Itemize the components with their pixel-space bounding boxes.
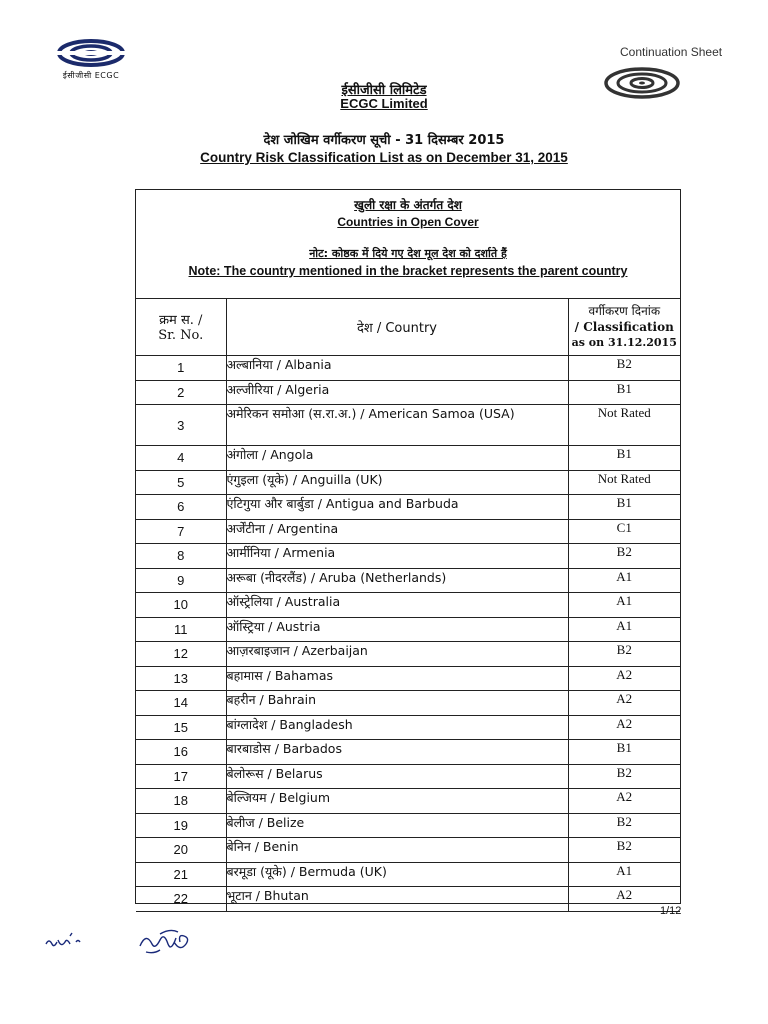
row-sr-no: 19: [136, 813, 226, 838]
table-row: [136, 789, 680, 814]
row-country: बेलोरूस / Belarus: [226, 764, 568, 789]
section-title-english: Countries in Open Cover: [337, 215, 479, 229]
row-sr-no: 4: [136, 446, 226, 471]
col-header-classification: [568, 298, 680, 356]
handwritten-signature: [134, 924, 194, 958]
table-row: [136, 666, 680, 691]
col-header-class-english: / Classification: [574, 319, 674, 334]
table-row: [136, 405, 680, 446]
note-hindi: नोट: कोष्ठक में दिये गए देश मूल देश को दर्शाते हैं: [309, 247, 507, 260]
table-row: [136, 862, 680, 887]
title-english: Country Risk Classification List as on December 31, 2015: [200, 150, 568, 165]
table-row: [136, 470, 680, 495]
table-row: [136, 544, 680, 569]
row-classification: Not Rated: [568, 405, 680, 446]
initials-signature: [42, 930, 82, 952]
row-sr-no: 11: [136, 617, 226, 642]
row-sr-no: 17: [136, 764, 226, 789]
table-row: [136, 446, 680, 471]
company-name-english: ECGC Limited: [340, 96, 428, 111]
col-header-sr-english: Sr. No.: [158, 328, 204, 343]
row-sr-no: 16: [136, 740, 226, 765]
country-table: [136, 298, 680, 912]
row-country: बेलीज / Belize: [226, 813, 568, 838]
table-row: [136, 380, 680, 405]
row-country: अल्बानिया / Albania: [226, 356, 568, 381]
row-sr-no: 2: [136, 380, 226, 405]
row-country: अंगोला / Angola: [226, 446, 568, 471]
table-row: [136, 356, 680, 381]
table-row: [136, 495, 680, 520]
table-row: [136, 642, 680, 667]
table-row: [136, 593, 680, 618]
row-classification: B1: [568, 740, 680, 765]
row-classification: B2: [568, 544, 680, 569]
row-classification: A2: [568, 789, 680, 814]
row-country: अर्जेंटीना / Argentina: [226, 519, 568, 544]
row-country: बारबाडोस / Barbados: [226, 740, 568, 765]
row-classification: A1: [568, 593, 680, 618]
row-classification: A1: [568, 862, 680, 887]
row-classification: Not Rated: [568, 470, 680, 495]
row-classification: B1: [568, 495, 680, 520]
row-country: आज़रबाइजान / Azerbaijan: [226, 642, 568, 667]
row-country: बहरीन / Bahrain: [226, 691, 568, 716]
ecgc-logo: [46, 38, 136, 81]
row-classification: C1: [568, 519, 680, 544]
row-sr-no: 18: [136, 789, 226, 814]
row-country: ऑस्ट्रेलिया / Australia: [226, 593, 568, 618]
title-hindi: देश जोखिम वर्गीकरण सूची - 31 दिसम्बर 2015: [263, 133, 505, 148]
row-sr-no: 5: [136, 470, 226, 495]
row-sr-no: 9: [136, 568, 226, 593]
row-classification: B2: [568, 838, 680, 863]
row-country: बांग्लादेश / Bangladesh: [226, 715, 568, 740]
row-sr-no: 1: [136, 356, 226, 381]
row-country: एंटिगुया और बार्बुडा / Antigua and Barbuda: [226, 495, 568, 520]
row-country: आर्मीनिया / Armenia: [226, 544, 568, 569]
row-country: बेल्जियम / Belgium: [226, 789, 568, 814]
row-classification: A2: [568, 691, 680, 716]
row-country: भूटान / Bhutan: [226, 887, 568, 912]
row-sr-no: 14: [136, 691, 226, 716]
classification-box: [135, 189, 681, 907]
company-name-hindi: ईसीजीसी लिमिटेड: [341, 83, 427, 98]
col-header-class-hindi: वर्गीकरण दिनांक: [588, 303, 661, 318]
row-classification: A1: [568, 617, 680, 642]
row-classification: B2: [568, 813, 680, 838]
section-title-hindi: खुली रक्षा के अंतर्गत देश: [354, 198, 462, 212]
col-header-sr-hindi: क्रम स. /: [159, 313, 203, 328]
row-sr-no: 6: [136, 495, 226, 520]
table-row: [136, 764, 680, 789]
table-header-row: [136, 298, 680, 356]
row-classification: B2: [568, 642, 680, 667]
row-country: बहामास / Bahamas: [226, 666, 568, 691]
table-row: [136, 617, 680, 642]
row-country: एंगुइला (यूके) / Anguilla (UK): [226, 470, 568, 495]
row-sr-no: 22: [136, 887, 226, 912]
logo-caption: ईसीजीसी ECGC: [62, 71, 120, 80]
table-row: [136, 519, 680, 544]
table-row: [136, 568, 680, 593]
row-country: बरमूडा (यूके) / Bermuda (UK): [226, 862, 568, 887]
row-country: ऑस्ट्रिया / Austria: [226, 617, 568, 642]
row-classification: A2: [568, 715, 680, 740]
table-row: [136, 838, 680, 863]
page-number: 1/12: [660, 905, 682, 917]
col-header-country: देश / Country: [226, 298, 568, 356]
row-sr-no: 3: [136, 405, 226, 446]
continuation-sheet-label: Continuation Sheet: [620, 45, 723, 59]
row-country: अरूबा (नीदरलैंड) / Aruba (Netherlands): [226, 568, 568, 593]
row-country: अल्जीरिया / Algeria: [226, 380, 568, 405]
row-classification: B1: [568, 446, 680, 471]
row-classification: B1: [568, 380, 680, 405]
table-row: [136, 740, 680, 765]
col-header-class-date: as on 31.12.2015: [571, 335, 677, 349]
row-classification: A2: [568, 666, 680, 691]
row-sr-no: 15: [136, 715, 226, 740]
note-english: Note: The country mentioned in the bracket represents the parent country: [188, 264, 628, 278]
table-row: [136, 813, 680, 838]
row-sr-no: 7: [136, 519, 226, 544]
row-sr-no: 20: [136, 838, 226, 863]
row-classification: B2: [568, 356, 680, 381]
row-sr-no: 12: [136, 642, 226, 667]
row-country: अमेरिकन समोआ (स.रा.अ.) / American Samoa (USA): [226, 405, 568, 446]
row-classification: A1: [568, 568, 680, 593]
col-header-sr-no: [136, 298, 226, 356]
row-country: बेनिन / Benin: [226, 838, 568, 863]
table-row: [136, 715, 680, 740]
row-sr-no: 13: [136, 666, 226, 691]
row-sr-no: 21: [136, 862, 226, 887]
table-row: [136, 691, 680, 716]
row-sr-no: 8: [136, 544, 226, 569]
row-classification: B2: [568, 764, 680, 789]
row-classification: A2: [568, 887, 680, 912]
ecgc-logo-icon: [56, 38, 126, 68]
table-row: [136, 887, 680, 912]
row-sr-no: 10: [136, 593, 226, 618]
box-header: [136, 190, 680, 299]
